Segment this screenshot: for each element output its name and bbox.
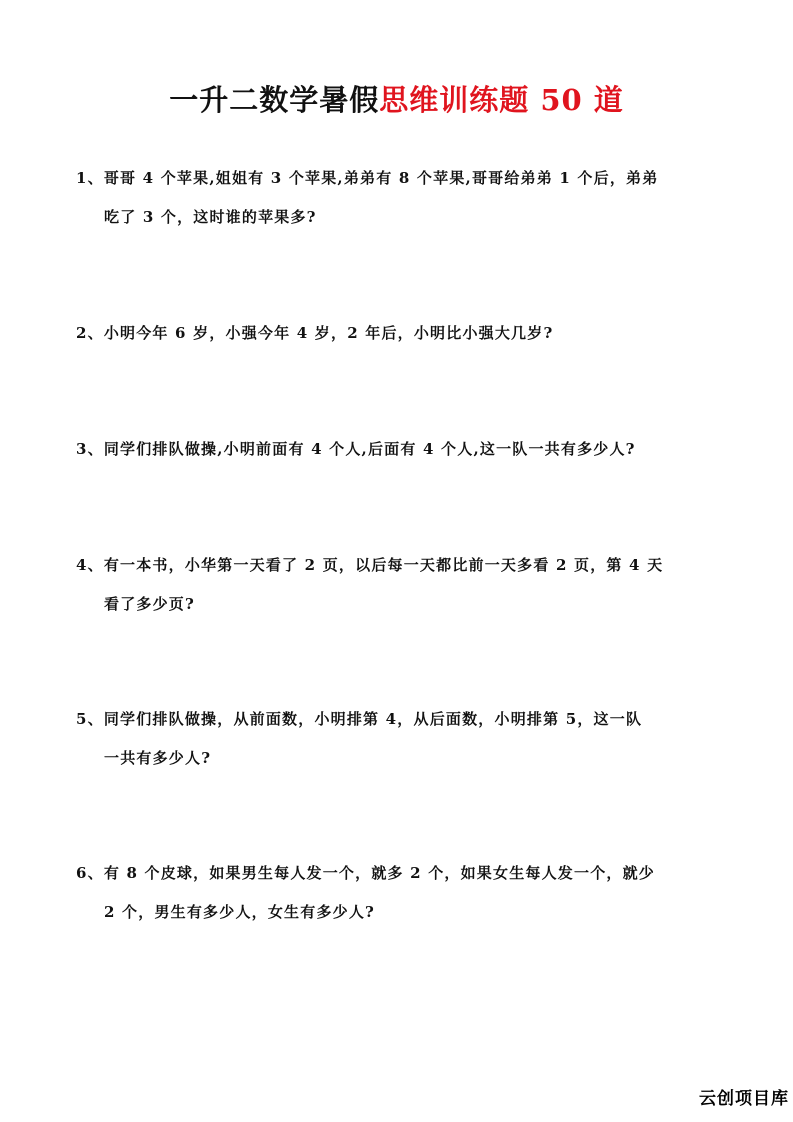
- watermark-label: 云创项目库: [699, 1089, 789, 1109]
- question-5: [76, 708, 726, 769]
- question-4-line-2: 看了多少页?: [104, 595, 195, 613]
- title-part-red: 思维训练题 50 道: [379, 83, 624, 117]
- question-4: [76, 554, 726, 615]
- page-title: [0, 78, 793, 119]
- question-6-line-1: 6、有 8 个皮球，如果男生每人发一个，就多 2 个，如果女生每人发一个，就少: [76, 864, 656, 882]
- question-2-line-1: 2、小明今年 6 岁，小强今年 4 岁，2 年后，小明比小强大几岁?: [76, 324, 554, 342]
- question-6: [76, 862, 726, 923]
- question-5-line-2: 一共有多少人?: [104, 749, 212, 767]
- question-1-line-2: 吃了 3 个，这时谁的苹果多?: [104, 208, 317, 226]
- question-1: [76, 167, 726, 228]
- question-1-line-1: 1、哥哥 4 个苹果,姐姐有 3 个苹果,弟弟有 8 个苹果,哥哥给弟弟 1 个后，弟弟: [76, 169, 659, 187]
- question-5-line-1: 5、同学们排队做操，从前面数，小明排第 4，从后面数，小明排第 5，这一队: [76, 710, 643, 728]
- question-3: [76, 438, 726, 460]
- question-2: [76, 322, 726, 344]
- question-4-line-1: 4、有一本书，小华第一天看了 2 页，以后每一天都比前一天多看 2 页，第 4 天: [76, 556, 664, 574]
- question-6-line-2: 2 个，男生有多少人，女生有多少人?: [104, 903, 376, 921]
- question-3-line-1: 3、同学们排队做操,小明前面有 4 个人,后面有 4 个人,这一队一共有多少人?: [76, 440, 636, 458]
- title-part-black: 一升二数学暑假: [169, 83, 380, 117]
